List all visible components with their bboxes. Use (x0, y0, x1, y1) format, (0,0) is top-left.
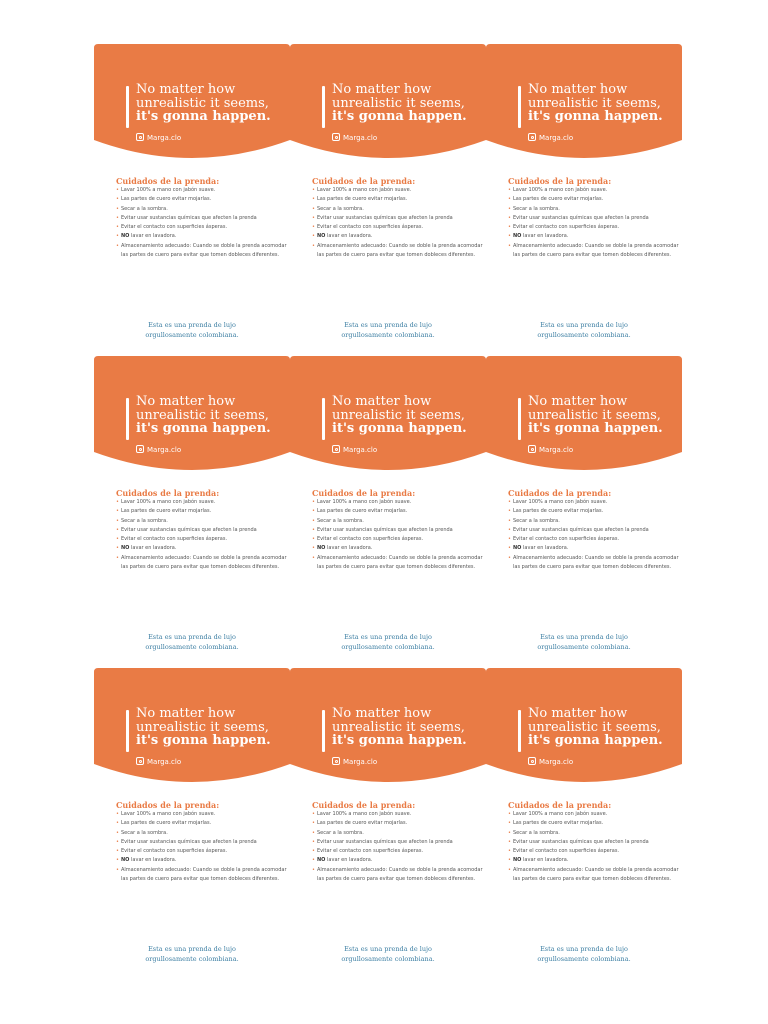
handle-text: Marga.clo (539, 758, 574, 766)
care-item: • Secar a la sombra. (312, 829, 484, 838)
care-item: • Almacenamiento adecuado: Cuando se doble la prenda acomodar las partes de cuero para evitar que tomen dobleces diferentes. (312, 866, 484, 885)
care-item: • Almacenamiento adecuado: Cuando se doble la prenda acomodar las partes de cuero para evitar que tomen dobleces diferentes. (312, 242, 484, 261)
quote-accent-bar (322, 710, 325, 752)
care-item: • Evitar usar sustancias químicas que afecten la prenda (116, 838, 288, 847)
care-item-bold: • NO lavar en lavadora. (312, 544, 484, 553)
handle-text: Marga.clo (343, 446, 378, 454)
quote-accent-bar (126, 398, 129, 440)
care-item: • Las partes de cuero evitar mojarlas. (508, 507, 680, 516)
care-item: • Las partes de cuero evitar mojarlas. (508, 819, 680, 828)
handle-text: Marga.clo (343, 134, 378, 142)
garment-tag (94, 668, 290, 980)
footer-line-1: Esta es una prenda de lujo (540, 321, 628, 329)
care-list (116, 186, 288, 260)
quote-line-1: No matter how (136, 82, 236, 97)
care-item: • Almacenamiento adecuado: Cuando se doble la prenda acomodar las partes de cuero para evitar que tomen dobleces diferentes. (508, 866, 680, 885)
social-handle (136, 133, 181, 143)
quote-line-1: No matter how (136, 706, 236, 721)
footer-note (94, 320, 290, 340)
footer-note (290, 632, 486, 652)
care-item: • Evitar el contacto con superficies ásperas. (116, 223, 288, 232)
care-item: • Evitar el contacto con superficies ásperas. (116, 535, 288, 544)
care-item: • Secar a la sombra. (116, 205, 288, 214)
footer-line-2: orgullosamente colombiana. (537, 643, 631, 651)
care-title: Cuidados de la prenda: (116, 488, 220, 498)
care-item: • Secar a la sombra. (508, 829, 680, 838)
care-item-bold: • NO lavar en lavadora. (116, 856, 288, 865)
care-item: • Almacenamiento adecuado: Cuando se doble la prenda acomodar las partes de cuero para evitar que tomen dobleces diferentes. (116, 866, 288, 885)
care-item: • Evitar usar sustancias químicas que afecten la prenda (508, 838, 680, 847)
care-list (312, 186, 484, 260)
care-item: • Almacenamiento adecuado: Cuando se doble la prenda acomodar las partes de cuero para evitar que tomen dobleces diferentes. (508, 554, 680, 573)
tag-row (94, 668, 682, 980)
quote-line-3: it's gonna happen. (136, 421, 271, 436)
care-item: • Evitar usar sustancias químicas que afecten la prenda (312, 838, 484, 847)
tag-row (94, 44, 682, 356)
quote-accent-bar (322, 86, 325, 128)
care-item: • Secar a la sombra. (312, 517, 484, 526)
quote-line-3: it's gonna happen. (332, 733, 467, 748)
care-title: Cuidados de la prenda: (508, 800, 612, 810)
care-item: • Almacenamiento adecuado: Cuando se doble la prenda acomodar las partes de cuero para evitar que tomen dobleces diferentes. (312, 554, 484, 573)
quote-line-1: No matter how (528, 82, 628, 97)
footer-line-2: orgullosamente colombiana. (537, 331, 631, 339)
care-item: • Evitar el contacto con superficies ásperas. (508, 847, 680, 856)
handle-text: Marga.clo (539, 446, 574, 454)
quote-line-2: unrealistic it seems, (332, 96, 465, 111)
instagram-icon (332, 757, 340, 765)
quote-accent-bar (322, 398, 325, 440)
care-item: • Evitar usar sustancias químicas que afecten la prenda (116, 526, 288, 535)
quote-accent-bar (126, 710, 129, 752)
care-list (508, 810, 680, 884)
care-item: • Lavar 100% a mano con jabón suave. (116, 186, 288, 195)
quote-line-2: unrealistic it seems, (528, 96, 661, 111)
care-item: • Evitar el contacto con superficies ásperas. (312, 535, 484, 544)
care-item: • Almacenamiento adecuado: Cuando se doble la prenda acomodar las partes de cuero para evitar que tomen dobleces diferentes. (508, 242, 680, 261)
care-item: • Evitar el contacto con superficies ásperas. (508, 535, 680, 544)
quote-accent-bar (518, 86, 521, 128)
footer-note (486, 320, 682, 340)
quote-line-2: unrealistic it seems, (332, 720, 465, 735)
care-title: Cuidados de la prenda: (508, 488, 612, 498)
care-item: • Secar a la sombra. (508, 517, 680, 526)
care-item: • Almacenamiento adecuado: Cuando se doble la prenda acomodar las partes de cuero para evitar que tomen dobleces diferentes. (116, 242, 288, 261)
social-handle (332, 133, 377, 143)
quote-line-3: it's gonna happen. (528, 421, 663, 436)
quote-line-1: No matter how (332, 82, 432, 97)
quote-accent-bar (126, 86, 129, 128)
care-title: Cuidados de la prenda: (312, 176, 416, 186)
care-item-bold: • NO lavar en lavadora. (116, 544, 288, 553)
care-item: • Evitar usar sustancias químicas que afecten la prenda (312, 526, 484, 535)
care-item: • Secar a la sombra. (116, 517, 288, 526)
handle-text: Marga.clo (343, 758, 378, 766)
footer-note (94, 944, 290, 964)
quote-accent-bar (518, 398, 521, 440)
footer-line-2: orgullosamente colombiana. (341, 331, 435, 339)
care-item-bold: • NO lavar en lavadora. (508, 856, 680, 865)
care-item-bold: • NO lavar en lavadora. (116, 232, 288, 241)
care-item: • Las partes de cuero evitar mojarlas. (312, 507, 484, 516)
footer-line-1: Esta es una prenda de lujo (344, 633, 432, 641)
care-item-bold: • NO lavar en lavadora. (508, 232, 680, 241)
care-title: Cuidados de la prenda: (116, 800, 220, 810)
care-item: • Almacenamiento adecuado: Cuando se doble la prenda acomodar las partes de cuero para evitar que tomen dobleces diferentes. (116, 554, 288, 573)
care-list (312, 498, 484, 572)
footer-line-1: Esta es una prenda de lujo (540, 945, 628, 953)
care-list (508, 498, 680, 572)
care-list (508, 186, 680, 260)
quote-line-3: it's gonna happen. (528, 733, 663, 748)
care-item: • Secar a la sombra. (312, 205, 484, 214)
footer-note (290, 944, 486, 964)
quote-line-1: No matter how (528, 706, 628, 721)
handle-text: Marga.clo (147, 758, 182, 766)
care-item: • Evitar usar sustancias químicas que afecten la prenda (508, 526, 680, 535)
garment-tag (486, 44, 682, 356)
quote-line-3: it's gonna happen. (136, 733, 271, 748)
care-item: • Lavar 100% a mano con jabón suave. (116, 498, 288, 507)
instagram-icon (136, 757, 144, 765)
instagram-icon (332, 445, 340, 453)
care-item: • Las partes de cuero evitar mojarlas. (116, 819, 288, 828)
social-handle (528, 445, 573, 455)
quote-line-2: unrealistic it seems, (136, 408, 269, 423)
care-item: • Evitar el contacto con superficies ásperas. (508, 223, 680, 232)
care-item: • Evitar usar sustancias químicas que afecten la prenda (312, 214, 484, 223)
garment-tag (290, 44, 486, 356)
instagram-icon (528, 133, 536, 141)
care-item-bold: • NO lavar en lavadora. (312, 856, 484, 865)
care-item: • Lavar 100% a mano con jabón suave. (312, 186, 484, 195)
care-item: • Lavar 100% a mano con jabón suave. (312, 810, 484, 819)
care-item-bold: • NO lavar en lavadora. (312, 232, 484, 241)
care-list (312, 810, 484, 884)
footer-line-1: Esta es una prenda de lujo (148, 945, 236, 953)
instagram-icon (528, 757, 536, 765)
quote-line-3: it's gonna happen. (528, 109, 663, 124)
care-title: Cuidados de la prenda: (116, 176, 220, 186)
garment-tag (290, 356, 486, 668)
footer-line-1: Esta es una prenda de lujo (344, 321, 432, 329)
instagram-icon (528, 445, 536, 453)
social-handle (136, 445, 181, 455)
quote-line-3: it's gonna happen. (332, 421, 467, 436)
care-item: • Secar a la sombra. (116, 829, 288, 838)
care-title: Cuidados de la prenda: (312, 488, 416, 498)
care-item: • Las partes de cuero evitar mojarlas. (116, 507, 288, 516)
instagram-icon (332, 133, 340, 141)
social-handle (528, 757, 573, 767)
footer-line-2: orgullosamente colombiana. (145, 331, 239, 339)
social-handle (528, 133, 573, 143)
quote-line-1: No matter how (136, 394, 236, 409)
care-item: • Lavar 100% a mano con jabón suave. (508, 498, 680, 507)
footer-line-2: orgullosamente colombiana. (145, 643, 239, 651)
footer-line-2: orgullosamente colombiana. (537, 955, 631, 963)
footer-line-1: Esta es una prenda de lujo (148, 633, 236, 641)
footer-line-2: orgullosamente colombiana. (145, 955, 239, 963)
care-item: • Evitar el contacto con superficies ásperas. (312, 847, 484, 856)
care-item: • Lavar 100% a mano con jabón suave. (508, 810, 680, 819)
handle-text: Marga.clo (539, 134, 574, 142)
instagram-icon (136, 133, 144, 141)
quote-line-2: unrealistic it seems, (528, 408, 661, 423)
social-handle (136, 757, 181, 767)
garment-tag (290, 668, 486, 980)
care-item: • Las partes de cuero evitar mojarlas. (508, 195, 680, 204)
quote-line-1: No matter how (332, 706, 432, 721)
footer-note (94, 632, 290, 652)
social-handle (332, 757, 377, 767)
care-title: Cuidados de la prenda: (508, 176, 612, 186)
care-item: • Lavar 100% a mano con jabón suave. (508, 186, 680, 195)
care-item: • Evitar usar sustancias químicas que afecten la prenda (508, 214, 680, 223)
care-item: • Evitar el contacto con superficies ásperas. (312, 223, 484, 232)
instagram-icon (136, 445, 144, 453)
footer-note (486, 944, 682, 964)
quote-accent-bar (518, 710, 521, 752)
tag-row (94, 356, 682, 668)
care-item: • Secar a la sombra. (508, 205, 680, 214)
care-item-bold: • NO lavar en lavadora. (508, 544, 680, 553)
handle-text: Marga.clo (147, 446, 182, 454)
garment-tag (486, 356, 682, 668)
quote-line-3: it's gonna happen. (136, 109, 271, 124)
footer-line-2: orgullosamente colombiana. (341, 643, 435, 651)
care-item: • Evitar usar sustancias químicas que afecten la prenda (116, 214, 288, 223)
footer-line-1: Esta es una prenda de lujo (148, 321, 236, 329)
care-item: • Evitar el contacto con superficies ásperas. (116, 847, 288, 856)
care-title: Cuidados de la prenda: (312, 800, 416, 810)
quote-line-3: it's gonna happen. (332, 109, 467, 124)
quote-line-2: unrealistic it seems, (136, 96, 269, 111)
footer-line-1: Esta es una prenda de lujo (540, 633, 628, 641)
care-item: • Las partes de cuero evitar mojarlas. (312, 819, 484, 828)
garment-tag (486, 668, 682, 980)
quote-line-1: No matter how (332, 394, 432, 409)
footer-note (486, 632, 682, 652)
social-handle (332, 445, 377, 455)
footer-line-2: orgullosamente colombiana. (341, 955, 435, 963)
quote-line-2: unrealistic it seems, (136, 720, 269, 735)
care-item: • Las partes de cuero evitar mojarlas. (312, 195, 484, 204)
garment-tag (94, 356, 290, 668)
footer-note (290, 320, 486, 340)
quote-line-2: unrealistic it seems, (528, 720, 661, 735)
quote-line-2: unrealistic it seems, (332, 408, 465, 423)
care-item: • Las partes de cuero evitar mojarlas. (116, 195, 288, 204)
handle-text: Marga.clo (147, 134, 182, 142)
quote-line-1: No matter how (528, 394, 628, 409)
care-list (116, 810, 288, 884)
care-item: • Lavar 100% a mano con jabón suave. (312, 498, 484, 507)
care-list (116, 498, 288, 572)
footer-line-1: Esta es una prenda de lujo (344, 945, 432, 953)
care-item: • Lavar 100% a mano con jabón suave. (116, 810, 288, 819)
garment-tag (94, 44, 290, 356)
